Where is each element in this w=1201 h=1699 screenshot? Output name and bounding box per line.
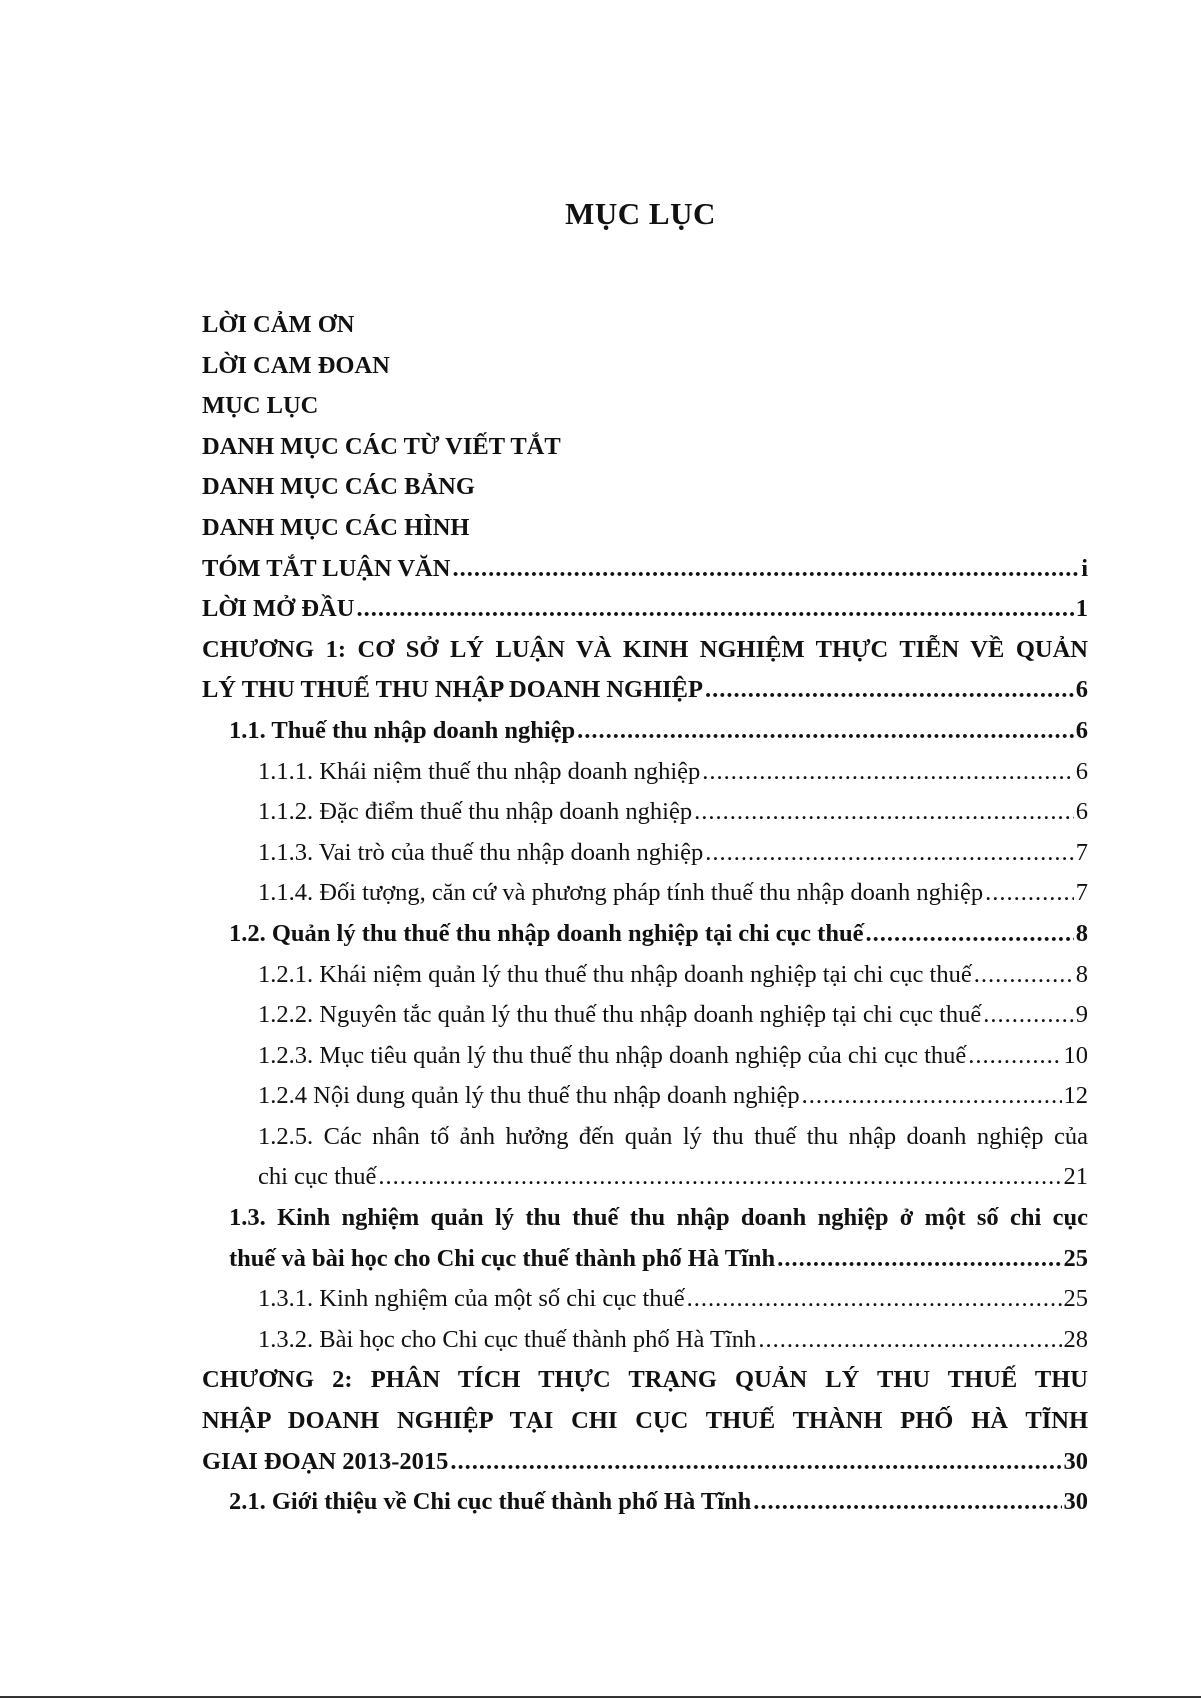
toc-page-number: 1 xyxy=(1075,595,1088,623)
toc-section-2-1[interactable] xyxy=(202,1482,1088,1523)
dot-leader xyxy=(777,1239,1061,1280)
toc-chapter-2-line-2[interactable]: NHẬP DOANH NGHIỆP TẠI CHI CỤC THUẾ THÀNH PHỐ HÀ TĨNH xyxy=(202,1407,1088,1435)
dot-leader xyxy=(753,1482,1061,1523)
toc-page-number: 25 xyxy=(1063,1244,1088,1272)
toc-chapter-1-line-2[interactable] xyxy=(202,670,1088,711)
dot-leader xyxy=(577,711,1074,752)
toc-entry-label: 1.1.1. Khái niệm thuế thu nhập doanh nghiệp xyxy=(258,757,701,785)
dot-leader xyxy=(758,1320,1061,1361)
toc-page-number: 30 xyxy=(1063,1447,1088,1475)
dot-leader xyxy=(450,1442,1061,1483)
dot-leader xyxy=(356,589,1073,630)
toc-entry-label: GIAI ĐOẠN 2013-2015 xyxy=(202,1447,449,1475)
toc-page-number: 6 xyxy=(1075,798,1088,826)
toc-entry-list-of-tables[interactable]: DANH MỤC CÁC BẢNG xyxy=(202,473,475,501)
toc-entry-introduction[interactable] xyxy=(202,589,1088,630)
toc-page-number: 8 xyxy=(1075,960,1088,988)
toc-section-1-3-line-2[interactable] xyxy=(202,1239,1088,1280)
toc-section-1-1-1[interactable] xyxy=(202,752,1088,793)
toc-chapter-2-line-3[interactable] xyxy=(202,1442,1088,1483)
toc-entry-label: 1.1.3. Vai trò của thuế thu nhập doanh nghiệp xyxy=(258,838,704,866)
dot-leader xyxy=(705,670,1074,711)
toc-section-1-2-5-line-2[interactable] xyxy=(202,1157,1088,1198)
toc-entry-abbreviations[interactable]: DANH MỤC CÁC TỪ VIẾT TẮT xyxy=(202,432,561,460)
toc-section-1-2-5-line-1[interactable]: 1.2.5. Các nhân tố ảnh hưởng đến quản lý thu thuế thu nhập doanh nghiệp của xyxy=(258,1122,1088,1150)
dot-leader xyxy=(378,1157,1061,1198)
toc-section-1-1[interactable] xyxy=(202,711,1088,752)
toc-section-1-3-1[interactable] xyxy=(202,1279,1088,1320)
dot-leader xyxy=(865,914,1073,955)
dot-leader xyxy=(452,549,1079,590)
table-of-contents xyxy=(202,305,1088,1523)
toc-entry-label: 1.2.1. Khái niệm quản lý thu thuế thu nhập doanh nghiệp tại chi cục thuế xyxy=(258,960,972,988)
dot-leader xyxy=(705,833,1074,874)
toc-section-1-2-3[interactable] xyxy=(202,1036,1088,1077)
toc-section-1-1-4[interactable] xyxy=(202,873,1088,914)
toc-section-1-3-2[interactable] xyxy=(202,1320,1088,1361)
dot-leader xyxy=(687,1279,1062,1320)
dot-leader xyxy=(702,752,1073,793)
toc-entry-summary[interactable] xyxy=(202,549,1088,590)
toc-entry-label: 1.1. Thuế thu nhập doanh nghiệp xyxy=(229,716,576,744)
toc-section-1-2[interactable] xyxy=(202,914,1088,955)
toc-entry-label: thuế và bài học cho Chi cục thuế thành phố Hà Tĩnh xyxy=(229,1244,776,1272)
toc-page-number: 6 xyxy=(1075,716,1088,744)
toc-section-1-2-2[interactable] xyxy=(202,995,1088,1036)
toc-entry-label: chi cục thuế xyxy=(258,1163,377,1191)
dot-leader xyxy=(694,792,1074,833)
toc-page-number: 7 xyxy=(1075,879,1088,907)
toc-entry-declaration[interactable]: LỜI CAM ĐOAN xyxy=(202,351,390,379)
dot-leader xyxy=(974,955,1074,996)
toc-page-number: 12 xyxy=(1063,1082,1088,1110)
toc-entry-label: 1.3.1. Kinh nghiệm của một số chi cục thuế xyxy=(258,1285,685,1313)
toc-entry-label: 2.1. Giới thiệu về Chi cục thuế thành phố Hà Tĩnh xyxy=(229,1488,752,1516)
toc-entry-label: 1.2.2. Nguyên tắc quản lý thu thuế thu nhập doanh nghiệp tại chi cục thuế xyxy=(258,1001,982,1029)
toc-chapter-1-line-1[interactable]: CHƯƠNG 1: CƠ SỞ LÝ LUẬN VÀ KINH NGHIỆM THỰC TIỄN VỀ QUẢN xyxy=(202,635,1088,663)
toc-entry-acknowledgements[interactable]: LỜI CẢM ƠN xyxy=(202,311,355,338)
toc-entry-list-of-figures[interactable]: DANH MỤC CÁC HÌNH xyxy=(202,513,470,541)
dot-leader xyxy=(983,995,1073,1036)
page-title: MỤC LỤC xyxy=(565,196,716,231)
toc-page-number: 28 xyxy=(1063,1325,1088,1353)
toc-section-1-3-line-1[interactable]: 1.3. Kinh nghiệm quản lý thu thuế thu nhập doanh nghiệp ở một số chi cục xyxy=(229,1204,1088,1232)
dot-leader xyxy=(985,873,1074,914)
toc-entry-label: 1.2.3. Mục tiêu quản lý thu thuế thu nhập doanh nghiệp của chi cục thuế xyxy=(258,1041,967,1069)
toc-entry-label: 1.2. Quản lý thu thuế thu nhập doanh nghiệp tại chi cục thuế xyxy=(229,919,864,947)
toc-section-1-2-1[interactable] xyxy=(202,955,1088,996)
toc-page-number: 9 xyxy=(1075,1001,1088,1029)
toc-chapter-2-line-1[interactable]: CHƯƠNG 2: PHÂN TÍCH THỰC TRẠNG QUẢN LÝ THU THUẾ THU xyxy=(202,1366,1088,1394)
toc-page-number: i xyxy=(1081,554,1088,582)
dot-leader xyxy=(968,1036,1061,1077)
toc-section-1-2-4[interactable] xyxy=(202,1076,1088,1117)
toc-entry-label: LÝ THU THUẾ THU NHẬP DOANH NGHIỆP xyxy=(202,676,703,704)
toc-entry-label: 1.3.2. Bài học cho Chi cục thuế thành phố Hà Tĩnh xyxy=(258,1325,757,1353)
toc-entry-label: 1.1.2. Đặc điểm thuế thu nhập doanh nghiệp xyxy=(258,798,693,826)
toc-entry-label: LỜI MỞ ĐẦU xyxy=(202,595,355,623)
toc-page-number: 6 xyxy=(1075,676,1088,704)
toc-page-number: 21 xyxy=(1063,1163,1088,1191)
toc-entry-label: TÓM TẮT LUẬN VĂN xyxy=(202,554,451,582)
dot-leader xyxy=(802,1076,1062,1117)
toc-page-number: 6 xyxy=(1075,757,1088,785)
toc-page-number: 25 xyxy=(1063,1285,1088,1313)
toc-page-number: 7 xyxy=(1075,838,1088,866)
toc-page-number: 30 xyxy=(1063,1488,1088,1516)
toc-entry-label: 1.2.4 Nội dung quản lý thu thuế thu nhập doanh nghiệp xyxy=(258,1082,800,1110)
toc-entry-label: 1.1.4. Đối tượng, căn cứ và phương pháp tính thuế thu nhập doanh nghiệp xyxy=(258,879,984,907)
toc-section-1-1-3[interactable] xyxy=(202,833,1088,874)
toc-section-1-1-2[interactable] xyxy=(202,792,1088,833)
page-bottom-edge xyxy=(0,1696,1201,1698)
toc-entry-contents[interactable]: MỤC LỤC xyxy=(202,392,319,420)
toc-page-number: 10 xyxy=(1063,1041,1088,1069)
toc-page-number: 8 xyxy=(1075,919,1088,947)
